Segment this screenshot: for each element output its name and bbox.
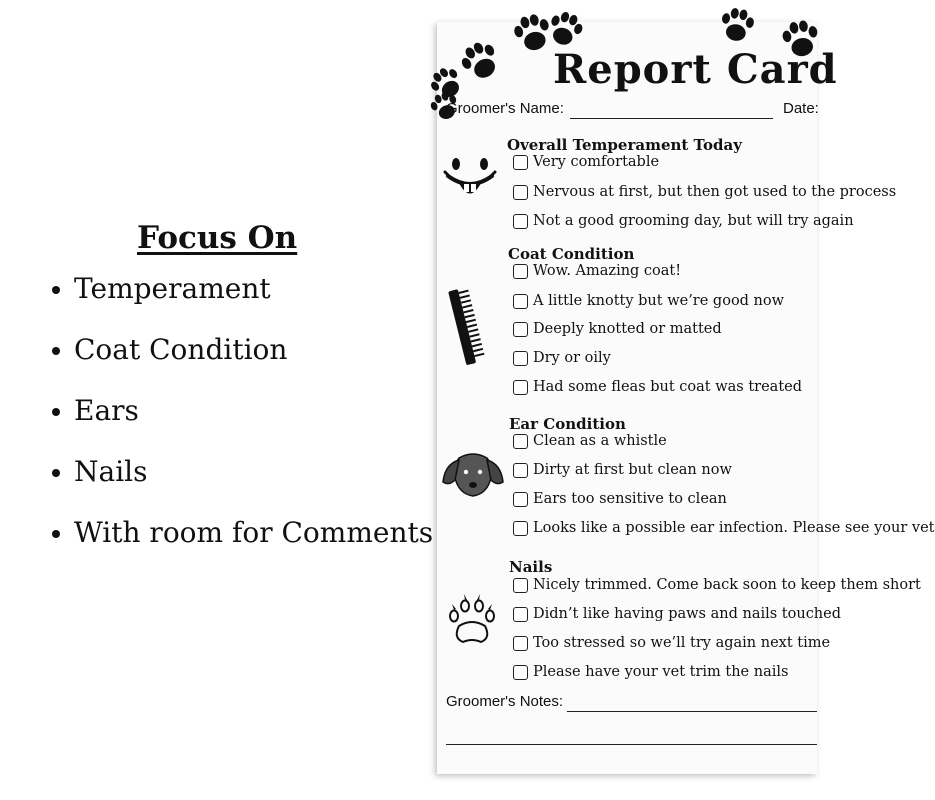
groomer-name-label: Groomer's Name: xyxy=(446,100,564,117)
promo-item-nails: Nails xyxy=(52,453,433,514)
checkbox[interactable] xyxy=(513,155,528,170)
notes-line-2[interactable] xyxy=(446,744,817,745)
promo-title: Focus On xyxy=(137,220,298,256)
option-coat-2[interactable]: A little knotty but we’re good now xyxy=(513,293,784,309)
paw-claw-icon xyxy=(447,592,497,650)
comb-icon xyxy=(449,286,485,366)
option-coat-4[interactable]: Dry or oily xyxy=(513,350,611,366)
section-title-nails: Nails xyxy=(509,558,553,576)
section-title-coat: Coat Condition xyxy=(508,245,635,263)
checkbox[interactable] xyxy=(513,380,528,395)
option-coat-5[interactable]: Had some fleas but coat was treated xyxy=(513,379,802,395)
promo-list xyxy=(52,270,433,575)
notes-line-1[interactable] xyxy=(567,711,817,712)
option-nails-1[interactable]: Nicely trimmed. Come back soon to keep them short xyxy=(513,577,921,593)
checkbox[interactable] xyxy=(513,434,528,449)
promo-item-ears: Ears xyxy=(52,392,433,453)
option-ears-3[interactable]: Ears too sensitive to clean xyxy=(513,491,727,507)
checkbox[interactable] xyxy=(513,294,528,309)
promo-item-temperament: Temperament xyxy=(52,270,433,331)
checkbox[interactable] xyxy=(513,322,528,337)
smiling-dog-face-icon xyxy=(443,156,497,206)
option-nails-4[interactable]: Please have your vet trim the nails xyxy=(513,664,788,680)
option-ears-4[interactable]: Looks like a possible ear infection. Please see your vet xyxy=(513,520,935,536)
option-temperament-2[interactable]: Nervous at first, but then got used to the process xyxy=(513,184,896,200)
section-title-ears: Ear Condition xyxy=(509,415,626,433)
option-ears-2[interactable]: Dirty at first but clean now xyxy=(513,462,732,478)
checkbox[interactable] xyxy=(513,214,528,229)
checkbox[interactable] xyxy=(513,185,528,200)
option-nails-3[interactable]: Too stressed so we’ll try again next time xyxy=(513,635,830,651)
checkbox[interactable] xyxy=(513,578,528,593)
report-card xyxy=(437,22,935,774)
date-label: Date: xyxy=(783,100,819,117)
notes-label: Groomer's Notes: xyxy=(446,693,564,710)
checkbox[interactable] xyxy=(513,665,528,680)
checkbox[interactable] xyxy=(513,351,528,366)
checkbox[interactable] xyxy=(513,521,528,536)
report-card-title: Report Card xyxy=(553,46,838,93)
checkbox[interactable] xyxy=(513,463,528,478)
option-temperament-3[interactable]: Not a good grooming day, but will try again xyxy=(513,213,854,229)
option-ears-1[interactable]: Clean as a whistle xyxy=(513,433,667,449)
checkbox[interactable] xyxy=(513,636,528,651)
checkbox[interactable] xyxy=(513,264,528,279)
groomer-name-line[interactable] xyxy=(570,118,773,119)
promo-item-coat: Coat Condition xyxy=(52,331,433,392)
option-nails-2[interactable]: Didn’t like having paws and nails touched xyxy=(513,606,841,622)
option-temperament-1[interactable]: Very comfortable xyxy=(513,154,659,170)
checkbox[interactable] xyxy=(513,492,528,507)
promo-item-comments: With room for Comments xyxy=(52,514,433,575)
option-coat-3[interactable]: Deeply knotted or matted xyxy=(513,321,722,337)
dog-head-icon xyxy=(441,452,505,498)
option-coat-1[interactable]: Wow. Amazing coat! xyxy=(513,263,681,279)
checkbox[interactable] xyxy=(513,607,528,622)
section-title-temperament: Overall Temperament Today xyxy=(507,136,742,154)
